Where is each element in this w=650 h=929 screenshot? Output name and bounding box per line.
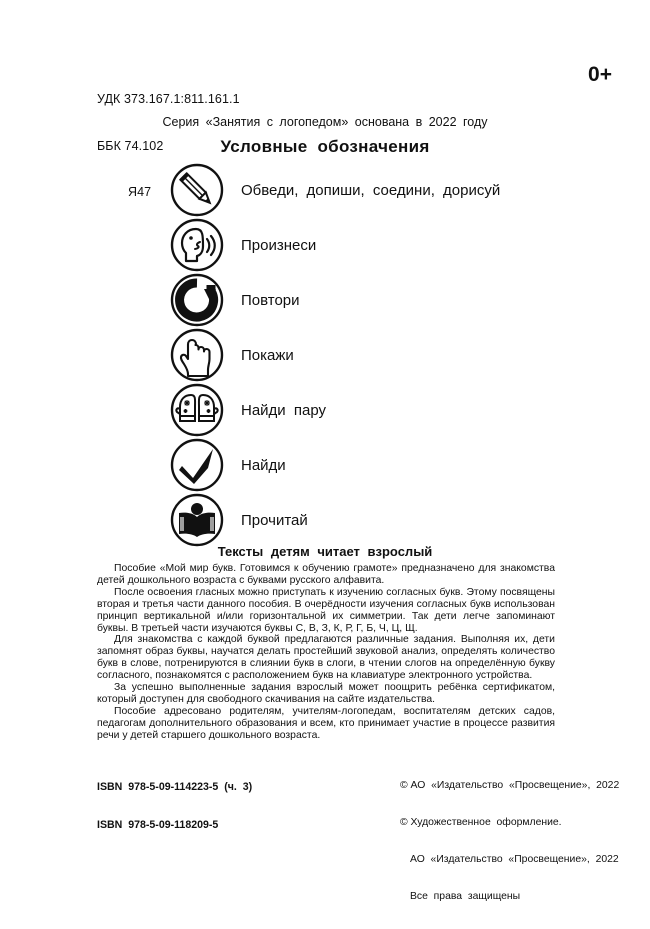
paragraph: За успешно выполненные задания взрослый может поощрить ребёнка сертификатом, который доступен для свободного скачивания на сайте издательства. [97, 682, 555, 705]
isbn-part: ISBN 978-5-09-114223-5 (ч. 3) [97, 780, 253, 793]
legend-item-repeat [170, 273, 590, 327]
paragraph: Для знакомства с каждой буквой предлагаются различные задания. Выполняя их, дети запомнят образ буквы, научатся делать простейший звуковой анализ, определять количество букв в слове, потренируются в слиянии букв в слоги, в чтении слогов на определённую букву согласного, познакомятся с расположением букв на клавиатуре электронного устройства. [97, 634, 555, 682]
copyright-design-publisher: АО «Издательство «Просвещение», 2022 [410, 854, 619, 866]
isbn-full: ISBN 978-5-09-118209-5 [97, 818, 219, 831]
copyright-publisher: © АО «Издательство «Просвещение», 2022 [400, 779, 620, 791]
legend-item-read [170, 493, 590, 547]
repeat-arrow-icon [170, 273, 224, 327]
paragraph: Пособие адресовано родителям, учителям-логопедам, воспитателям детских садов, педагогам дополнительного образования и всем, кто принимает участие в процессе развития речи у детей старшего дошкольного возраста. [97, 705, 555, 741]
isbn-block [97, 755, 252, 857]
paragraph: После освоения гласных можно приступать к изучению согласных букв. Этому посвящены вторая и третья части данного пособия. В очерёдности изучения согласных букв использован принцип вертикальной и/или горизонтальной их симметрии. Так дети легче запоминают буквы. В третьей части изучаются буквы С, В, З, К, Р, Г, Б, Ч, Ц, Щ. [97, 586, 555, 634]
description-body [97, 563, 555, 742]
texts-for-children-heading: Тексты детям читает взрослый [217, 544, 433, 559]
copyright-block [400, 755, 650, 929]
pointing-hand-icon [170, 328, 224, 382]
checkmark-icon [170, 438, 224, 492]
legend-label: Повтори [241, 291, 300, 309]
legend-label: Покажи [241, 346, 294, 364]
legend-label: Прочитай [241, 511, 308, 529]
legend-item-find-pair [170, 383, 590, 437]
legend-label: Обведи, допиши, соедини, дорисуй [241, 181, 501, 199]
copyright-design: © Художественное оформление. [400, 817, 562, 829]
rights-reserved: Все права защищены [410, 891, 521, 903]
legend-item-show [170, 328, 590, 382]
legend-label: Произнеси [241, 236, 317, 254]
speaking-head-icon [170, 218, 224, 272]
legend-item-find [170, 438, 590, 492]
age-rating-mark: 0+ [588, 63, 612, 86]
legend-item-draw [170, 163, 590, 217]
legend-label: Найди пару [241, 401, 326, 419]
open-book-icon [170, 493, 224, 547]
bbk-code: ББК 74.102 [97, 138, 164, 153]
paragraph: Пособие «Мой мир букв. Готовимся к обучению грамоте» предназначено для знакомства детей дошкольного возраста с буквами русского алфавита. [97, 563, 555, 586]
author-sign-code: Я47 [128, 185, 152, 199]
udk-code: УДК 373.167.1:811.161.1 [97, 92, 240, 106]
pencil-icon [170, 163, 224, 217]
mittens-pair-icon [170, 383, 224, 437]
legend-label: Найди [241, 456, 286, 474]
legend-item-pronounce [170, 218, 590, 272]
legend-title: Условные обозначения [220, 137, 430, 156]
legend-list [170, 163, 590, 548]
series-line: Серия «Занятия с логопедом» основана в 2022 году [162, 115, 488, 129]
